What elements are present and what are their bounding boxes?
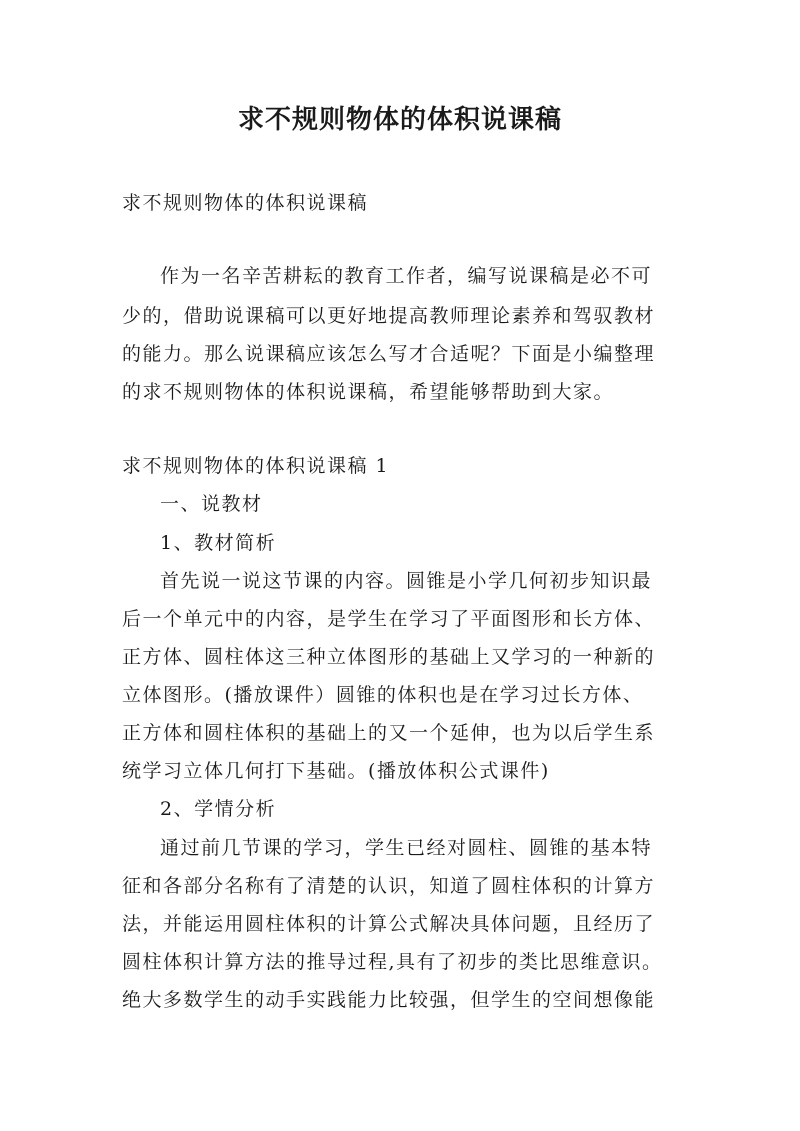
paragraph-line: 通过前几节课的学习，学生已经对圆柱、圆锥的基本特 [160,837,653,859]
section-heading: 求不规则物体的体积说课稿 1 [122,455,390,477]
paragraph-line: 正方体、圆柱体这三种立体图形的基础上又学习的一种新的 [122,646,656,668]
part-heading: 一、说教材 [160,493,263,515]
paragraph-line: 法，并能运用圆柱体积的计算公式解决具体问题，且经历了 [122,913,656,935]
intro-line: 的能力。那么说课稿应该怎么写才合适呢？下面是小编整理 [122,343,656,365]
paragraph-line: 征和各部分名称有了清楚的认识，知道了圆柱体积的计算方 [122,875,656,897]
document-title: 求不规则物体的体积说课稿 [237,105,562,135]
paragraph-line: 圆柱体积计算方法的推导过程,具有了初步的类比思维意识。 [122,951,663,973]
document-subtitle: 求不规则物体的体积说课稿 [122,192,369,214]
subsection-heading: 2、学情分析 [160,798,277,820]
intro-line: 的求不规则物体的体积说课稿，希望能够帮助到大家。 [122,381,615,403]
paragraph-line: 正方体和圆柱体积的基础上的又一个延伸，也为以后学生系 [122,722,656,744]
paragraph-line: 首先说一说这节课的内容。圆锥是小学几何初步知识最 [160,570,653,592]
paragraph-line: 统学习立体几何打下基础。(播放体积公式课件) [122,760,550,782]
paragraph-line: 绝大多数学生的动手实践能力比较强，但学生的空间想像能 [122,989,656,1011]
intro-line: 少的，借助说课稿可以更好地提高教师理论素养和驾驭教材 [122,305,656,327]
intro-line: 作为一名辛苦耕耘的教育工作者，编写说课稿是必不可 [160,265,653,287]
paragraph-line: 后一个单元中的内容，是学生在学习了平面图形和长方体、 [122,608,656,630]
paragraph-line: 立体图形。(播放课件）圆锥的体积也是在学习过长方体、 [122,684,644,706]
subsection-heading: 1、教材简析 [160,532,277,554]
